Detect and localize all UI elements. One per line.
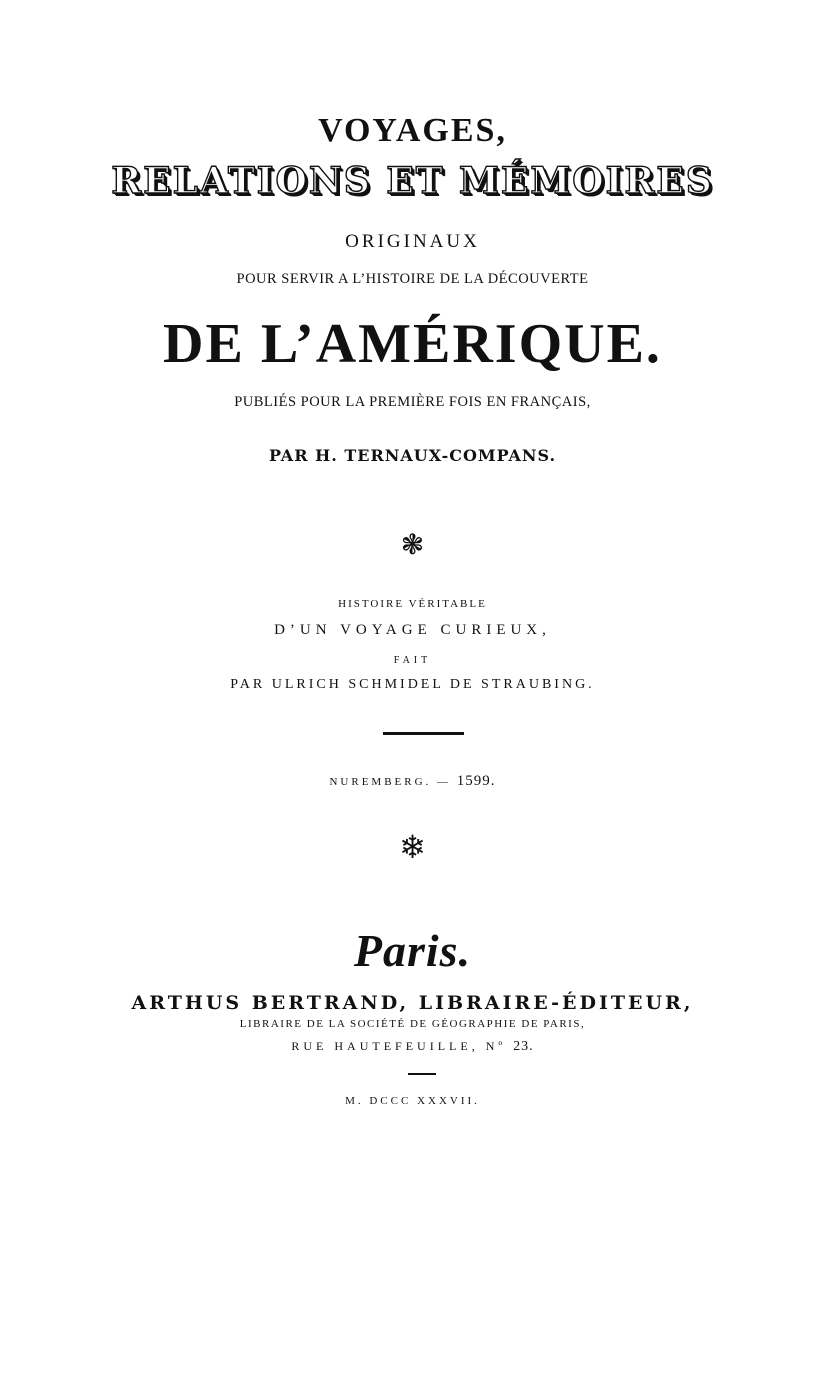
publisher-address [0,1039,825,1055]
short-divider-rule [408,1073,436,1075]
subtitle-histoire: HISTOIRE VÉRITABLE [338,598,487,610]
divider-rule [383,732,464,735]
original-imprint [0,773,825,790]
title-pour-servir: POUR SERVIR A L’HISTOIRE DE LA DÉCOUVERTE [236,271,589,287]
title-originaux: ORIGINAUX [345,231,480,252]
title-relations-et-memoires: RELATIONS ET MÉMOIRES [111,160,714,202]
publisher-street-number: 23. [513,1039,534,1054]
publisher-city: Paris. [353,925,472,976]
ornament-bottom-icon: ❄ [399,828,426,866]
publisher-society: LIBRAIRE DE LA SOCIÉTÉ DE GÉOGRAPHIE DE PARIS, [239,1018,586,1030]
title-publies: PUBLIÉS POUR LA PREMIÈRE FOIS EN FRANÇAIS, [234,394,591,410]
original-imprint-place: NUREMBERG. — [329,776,452,788]
subtitle-par-ulrich: PAR ULRICH SCHMIDEL DE STRAUBING. [230,677,595,692]
original-imprint-year: 1599. [456,773,496,789]
title-voyages: VOYAGES, [318,112,507,149]
publisher-street: RUE HAUTEFEUILLE, Nº [291,1039,507,1053]
author-line: PAR H. TERNAUX-COMPANS. [268,446,557,465]
subtitle-voyage-curieux: D’UN VOYAGE CURIEUX, [274,622,551,638]
publisher-name: ARTHUS BERTRAND, LIBRAIRE-ÉDITEUR, [131,992,694,1014]
subtitle-fait: FAIT [393,655,432,666]
publication-year: M. DCCC XXXVII. [345,1095,480,1107]
ornament-top-icon: ❃ [400,528,425,561]
title-de-lamerique: DE L’AMÉRIQUE. [163,313,662,375]
